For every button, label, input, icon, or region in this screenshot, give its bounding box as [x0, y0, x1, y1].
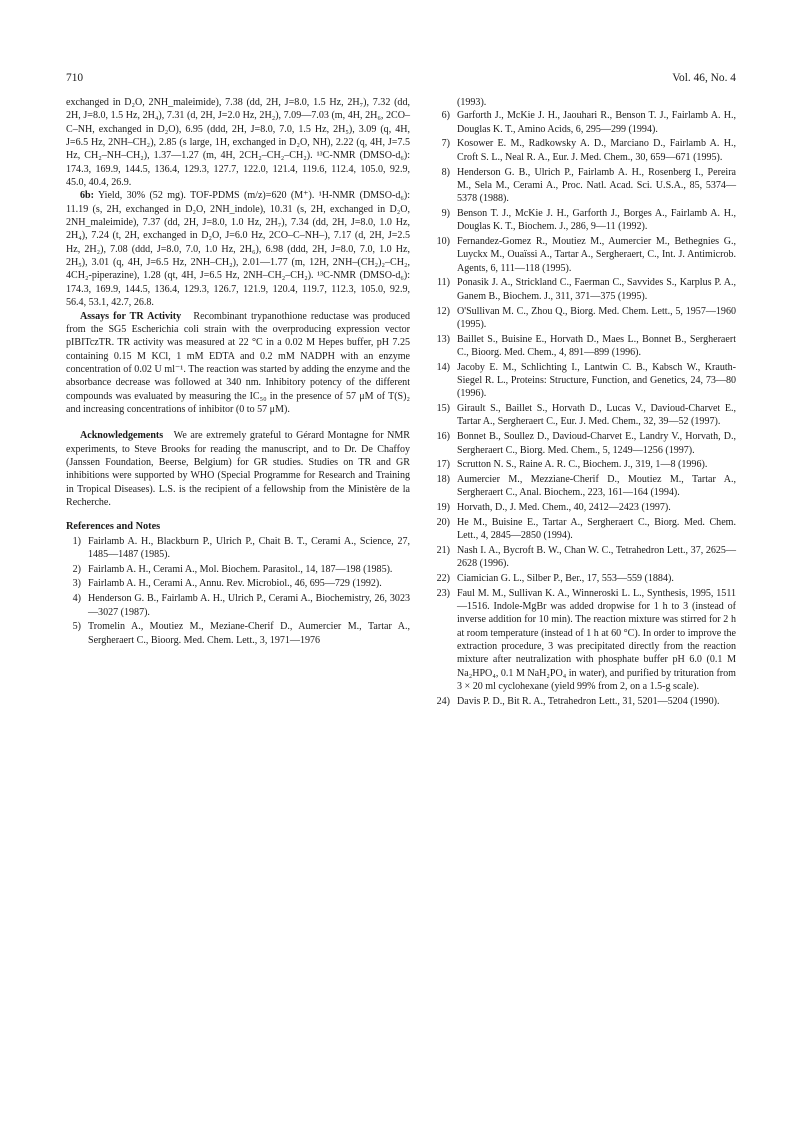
- volume-issue: Vol. 46, No. 4: [672, 72, 736, 84]
- reference-text: Fairlamb A. H., Cerami A., Mol. Biochem. Parasitol., 14, 187—198 (1985).: [88, 563, 393, 575]
- reference-number: 5): [72, 621, 81, 633]
- reference-text: Fairlamb A. H., Cerami A., Annu. Rev. Microbiol., 46, 695—729 (1992).: [88, 578, 382, 590]
- reference-text: Kosower E. M., Radkowsky A. D., Marciano D., Fairlamb A. H., Croft S. L., Neal R. A., Eur. J. Med. Chem., 30, 659—671 (1995).: [457, 138, 736, 163]
- reference-5-continuation: (1993).: [457, 97, 487, 108]
- reference-number: 19): [436, 502, 450, 514]
- reference-number: 15): [436, 403, 450, 415]
- reference-item: [66, 592, 410, 619]
- nmr-paragraph-continued: exchanged in D₂O, 2NH_maleimide), 7.38 (dd, 2H, J=8.0, 1.5 Hz, 2H₇), 7.32 (dd, 2H, J=8.0, 1.5 Hz, 2H₄), 7.31 (d, 2H, J=2.0 Hz, 2H₂), 7.09—7.03 (m, 4H, 2H₆, 2CO–C–NH, exchanged in D₂O), 6.95 (ddd, 2H, J=8.0, 7.0, 1.5 Hz, 2H₅), 3.09 (q, 4H, J=6.5 Hz, 2NH–CH₂), 2.85 (s large, 1H, exchanged in D₂O, NH), 2.22 (q, 4H, J=7.5 Hz, CH₂–NH–CH₂), 1.37—1.27 (m, 4H, 2CH₂–CH₂–CH₂). ¹³C-NMR (DMSO-d₆): 174.3, 169.9, 144.5, 136.4, 129.3, 127.7, 122.0, 121.4, 119.6, 112.4, 105.0, 92.9, 45.0, 40.4, 26.9.: [66, 97, 410, 189]
- reference-item: [66, 620, 410, 647]
- reference-item: [435, 276, 736, 303]
- reference-text: Jacoby E. M., Schlichting I., Lantwin C. B., Kabsch W., Krauth-Siegel R. L., Proteins: Structure, Function, and Genetics, 24, 73—80 (1996).: [457, 361, 736, 400]
- reference-item: [435, 207, 736, 234]
- reference-text: Davis P. D., Bit R. A., Tetrahedron Lett., 31, 5201—5204 (1990).: [457, 695, 720, 707]
- reference-text: Aumercier M., Mezziane-Cherif D., Moutiez M., Tartar A., Sergheraert C., Anal. Biochem., 223, 161—164 (1994).: [457, 473, 736, 499]
- reference-text: Benson T. J., McKie J. H., Garforth J., Borges A., Fairlamb A. H., Douglas K. T., Biochem. J., 286, 9—11 (1992).: [457, 207, 736, 233]
- acknowledgements-heading: Acknowledgements: [80, 430, 164, 442]
- reference-text: Tromelin A., Moutiez M., Meziane-Cherif D., Aumercier M., Tartar A., Sergheraert C., Bioorg. Med. Chem. Lett., 3, 1971—1976: [88, 621, 410, 646]
- reference-text: Fernandez-Gomez R., Moutiez M., Aumercier M., Bethegnies G., Luyckx M., Ouaïssi A., Tartar A., Sergheraert, C., Int. J. Antimicrob. Agents, 6, 111—118 (1995).: [457, 236, 736, 274]
- reference-text: Henderson G. B., Fairlamb A. H., Ulrich P., Cerami A., Biochemistry, 26, 3023—3027 (1987).: [88, 593, 410, 618]
- reference-text: Fairlamb A. H., Blackburn P., Ulrich P., Chait B. T., Cerami A., Science, 27, 1485—1487 (1985).: [88, 535, 410, 560]
- assays-text: Recombinant trypanothione reductase was produced from the SG5 Escherichia coli strain with the overproducing expression vector pIBITczTR. TR activity was measured at 22 °C in a 0.02 M Hepes buffer, pH 7.25 containing 0.15 M KCl, 1 mM EDTA and 0.2 mM NADPH with an enzyme concentration of 0.02 U ml⁻¹. The reaction was started by adding the enzyme and the absorbance decrease was followed at 340 nm. Inhibitory potency of the different compounds was evaluated by measuring the IC₅₀ in the presence of 57 μM of T(S)₂ and increasing concentrations of inhibitor (0 to 57 μM).: [66, 310, 410, 415]
- reference-number: 1): [72, 535, 81, 547]
- reference-item: [435, 109, 736, 136]
- reference-number: 11): [436, 277, 450, 289]
- compound-6b-paragraph: [66, 189, 410, 309]
- reference-item: [435, 333, 736, 360]
- reference-item: [435, 572, 736, 585]
- reference-text: He M., Buisine E., Tartar A., Sergheraert C., Biorg. Med. Chem. Lett., 4, 2845—2850 (1994).: [457, 516, 736, 542]
- reference-number: 18): [436, 473, 450, 485]
- reference-item: [435, 430, 736, 457]
- reference-number: 21): [436, 544, 450, 556]
- reference-item: [435, 544, 736, 571]
- reference-number: 24): [436, 695, 450, 707]
- reference-number: 7): [441, 138, 450, 150]
- reference-item: [435, 516, 736, 543]
- right-reference-list: [435, 109, 736, 708]
- reference-item: [435, 235, 736, 275]
- reference-number: 9): [441, 207, 450, 219]
- reference-item: [66, 535, 410, 562]
- reference-item: [66, 577, 410, 590]
- reference-text: Bonnet B., Soullez D., Davioud-Charvet E., Landry V., Horvath, D., Sergheraert C., Biorg. Med. Chem., 5, 1249—1256 (1997).: [457, 431, 736, 456]
- reference-number: 13): [436, 333, 450, 345]
- reference-text: Baillet S., Buisine E., Horvath D., Maes L., Bonnet B., Sergheraert C., Bioorg. Med. Chem., 4, 891—899 (1996).: [457, 333, 736, 358]
- reference-text: O'Sullivan M. C., Zhou Q., Biorg. Med. Chem. Lett., 5, 1957—1960 (1995).: [457, 305, 736, 330]
- acknowledgements-text: We are extremely grateful to Gérard Montagne for NMR experiments, to Steve Brooks for reading the manuscript, and to Dr. De Chaffoy (Janssen Foundation, Beerse, Belgium) for GR studies. Studies on TR and GR inhibitions were supported by WHO (Special Programme for Research and Training in Tropical Diseases). L.S. is the recipient of a fellowship from the Ministère de la Recherche.: [66, 430, 410, 508]
- assays-paragraph: [66, 310, 410, 417]
- reference-text: Ponasik J. A., Strickland C., Faerman C., Savvides S., Karplus P. A., Ganem B., Biochem. J., 311, 371—375 (1995).: [457, 277, 736, 302]
- reference-number: 8): [441, 166, 450, 178]
- reference-number: 14): [436, 361, 450, 373]
- reference-item: [435, 361, 736, 401]
- reference-text: Henderson G. B., Ulrich P., Fairlamb A. H., Rosenberg I., Pereira M., Sela M., Cerami A., Proc. Natl. Acad. Sci. U.S.A., 85, 5374—5378 (1988).: [457, 166, 736, 205]
- reference-text: Faul M. M., Sullivan K. A., Winneroski L. L., Synthesis, 1995, 1511—1516. Indole-MgBr was added dropwise for 1 h to 3 (instead of inverse addition for 10 min). The reaction mixture was stirred for 2 h at room temperature (instead of 1 h at 60 °C). In order to improve the extraction procedure, 3 was precipitated directly from the reaction mixture after neutralization with phosphate buffer pH 6.0 (0.1 M Na₂HPO₄, 0.1 M NaH₂PO₄ in water), and purified by trituration from 3 × 20 ml cyclohexane (yield 99% from 2, on a 1.5-g scale).: [457, 587, 736, 693]
- reference-number: 6): [441, 110, 450, 122]
- reference-number: 23): [436, 587, 450, 599]
- reference-number: 17): [436, 459, 450, 471]
- references-heading: References and Notes: [66, 521, 161, 533]
- reference-number: 22): [436, 572, 450, 584]
- reference-text: Horvath, D., J. Med. Chem., 40, 2412—2423 (1997).: [457, 502, 671, 514]
- reference-item: [435, 166, 736, 206]
- acknowledgements-paragraph: [66, 429, 410, 509]
- reference-item: [435, 458, 736, 471]
- assays-heading: Assays for TR Activity: [80, 310, 182, 322]
- reference-text: Garforth J., McKie J. H., Jaouhari R., Benson T. J., Fairlamb A. H., Douglas K. T., Amino Acids, 6, 295—299 (1994).: [457, 110, 736, 135]
- reference-number: 10): [436, 236, 450, 247]
- reference-text: Scrutton N. S., Raine A. R. C., Biochem. J., 319, 1—8 (1996).: [457, 459, 708, 471]
- reference-item: [435, 501, 736, 514]
- page-number: 710: [66, 72, 84, 84]
- right-column: [435, 96, 736, 710]
- compound-6b-text: Yield, 30% (52 mg). TOF-PDMS (m/z)=620 (M⁺). ¹H-NMR (DMSO-d₆): 11.19 (s, 2H, exchanged in D₂O, 2NH_indole), 10.31 (s, 2H, exchanged in D₂O, 2NH_maleimide), 7.37 (dd, 2H, J=8.0, 1.0 Hz, 2H₇), 7.34 (dd, 2H, J=8.0, 1.0 Hz, 2H₄), 7.24 (t, 2H, exchanged in D₂O, J=6.0 Hz, 2CO–C–NH–), 7.17 (d, 2H, J=2.5 Hz, 2H₂), 7.08 (ddd, J=8.0, 7.0, 1.0 Hz, 2H₆), 6.98 (ddd, 2H, J=8.0, 7.0, 1.0 Hz, 2H₅), 3.01 (q, 4H, J=6.5 Hz, 2NH–CH₂), 2.01—1.77 (m, 12H, 2NH–(CH₂)₂–CH₂, 4CH₂-piperazine), 1.28 (qt, 4H, J=6.5 Hz, 2NH–CH₂–CH₂). ¹³C-NMR (DMSO-d₆): 174.3, 169.9, 144.5, 136.4, 129.3, 126.7, 121.9, 120.4, 119.7, 112.3, 105.0, 92.9, 56.4, 53.1, 42.7, 26.8.: [66, 190, 410, 309]
- reference-number: 3): [72, 578, 81, 590]
- reference-number: 16): [436, 431, 450, 443]
- reference-item: [435, 137, 736, 164]
- reference-number: 20): [436, 516, 450, 528]
- reference-item: [435, 305, 736, 332]
- reference-item: [435, 587, 736, 694]
- reference-number: 12): [436, 305, 450, 317]
- reference-number: 4): [72, 593, 81, 605]
- reference-text: Nash I. A., Bycroft B. W., Chan W. C., Tetrahedron Lett., 37, 2625—2628 (1996).: [457, 544, 736, 570]
- reference-item: [435, 695, 736, 708]
- reference-item: [435, 402, 736, 429]
- reference-item: [435, 473, 736, 500]
- left-column: [66, 96, 410, 648]
- compound-6b-label: 6b:: [80, 190, 94, 202]
- left-reference-list: [66, 535, 410, 647]
- reference-text: Girault S., Baillet S., Horvath D., Lucas V., Davioud-Charvet E., Tartar A., Sergheraert C., Eur. J. Med. Chem., 32, 39—52 (1997).: [457, 403, 736, 428]
- reference-number: 2): [72, 563, 81, 575]
- reference-item: [66, 563, 410, 576]
- reference-text: Ciamician G. L., Silber P., Ber., 17, 553—559 (1884).: [457, 572, 674, 584]
